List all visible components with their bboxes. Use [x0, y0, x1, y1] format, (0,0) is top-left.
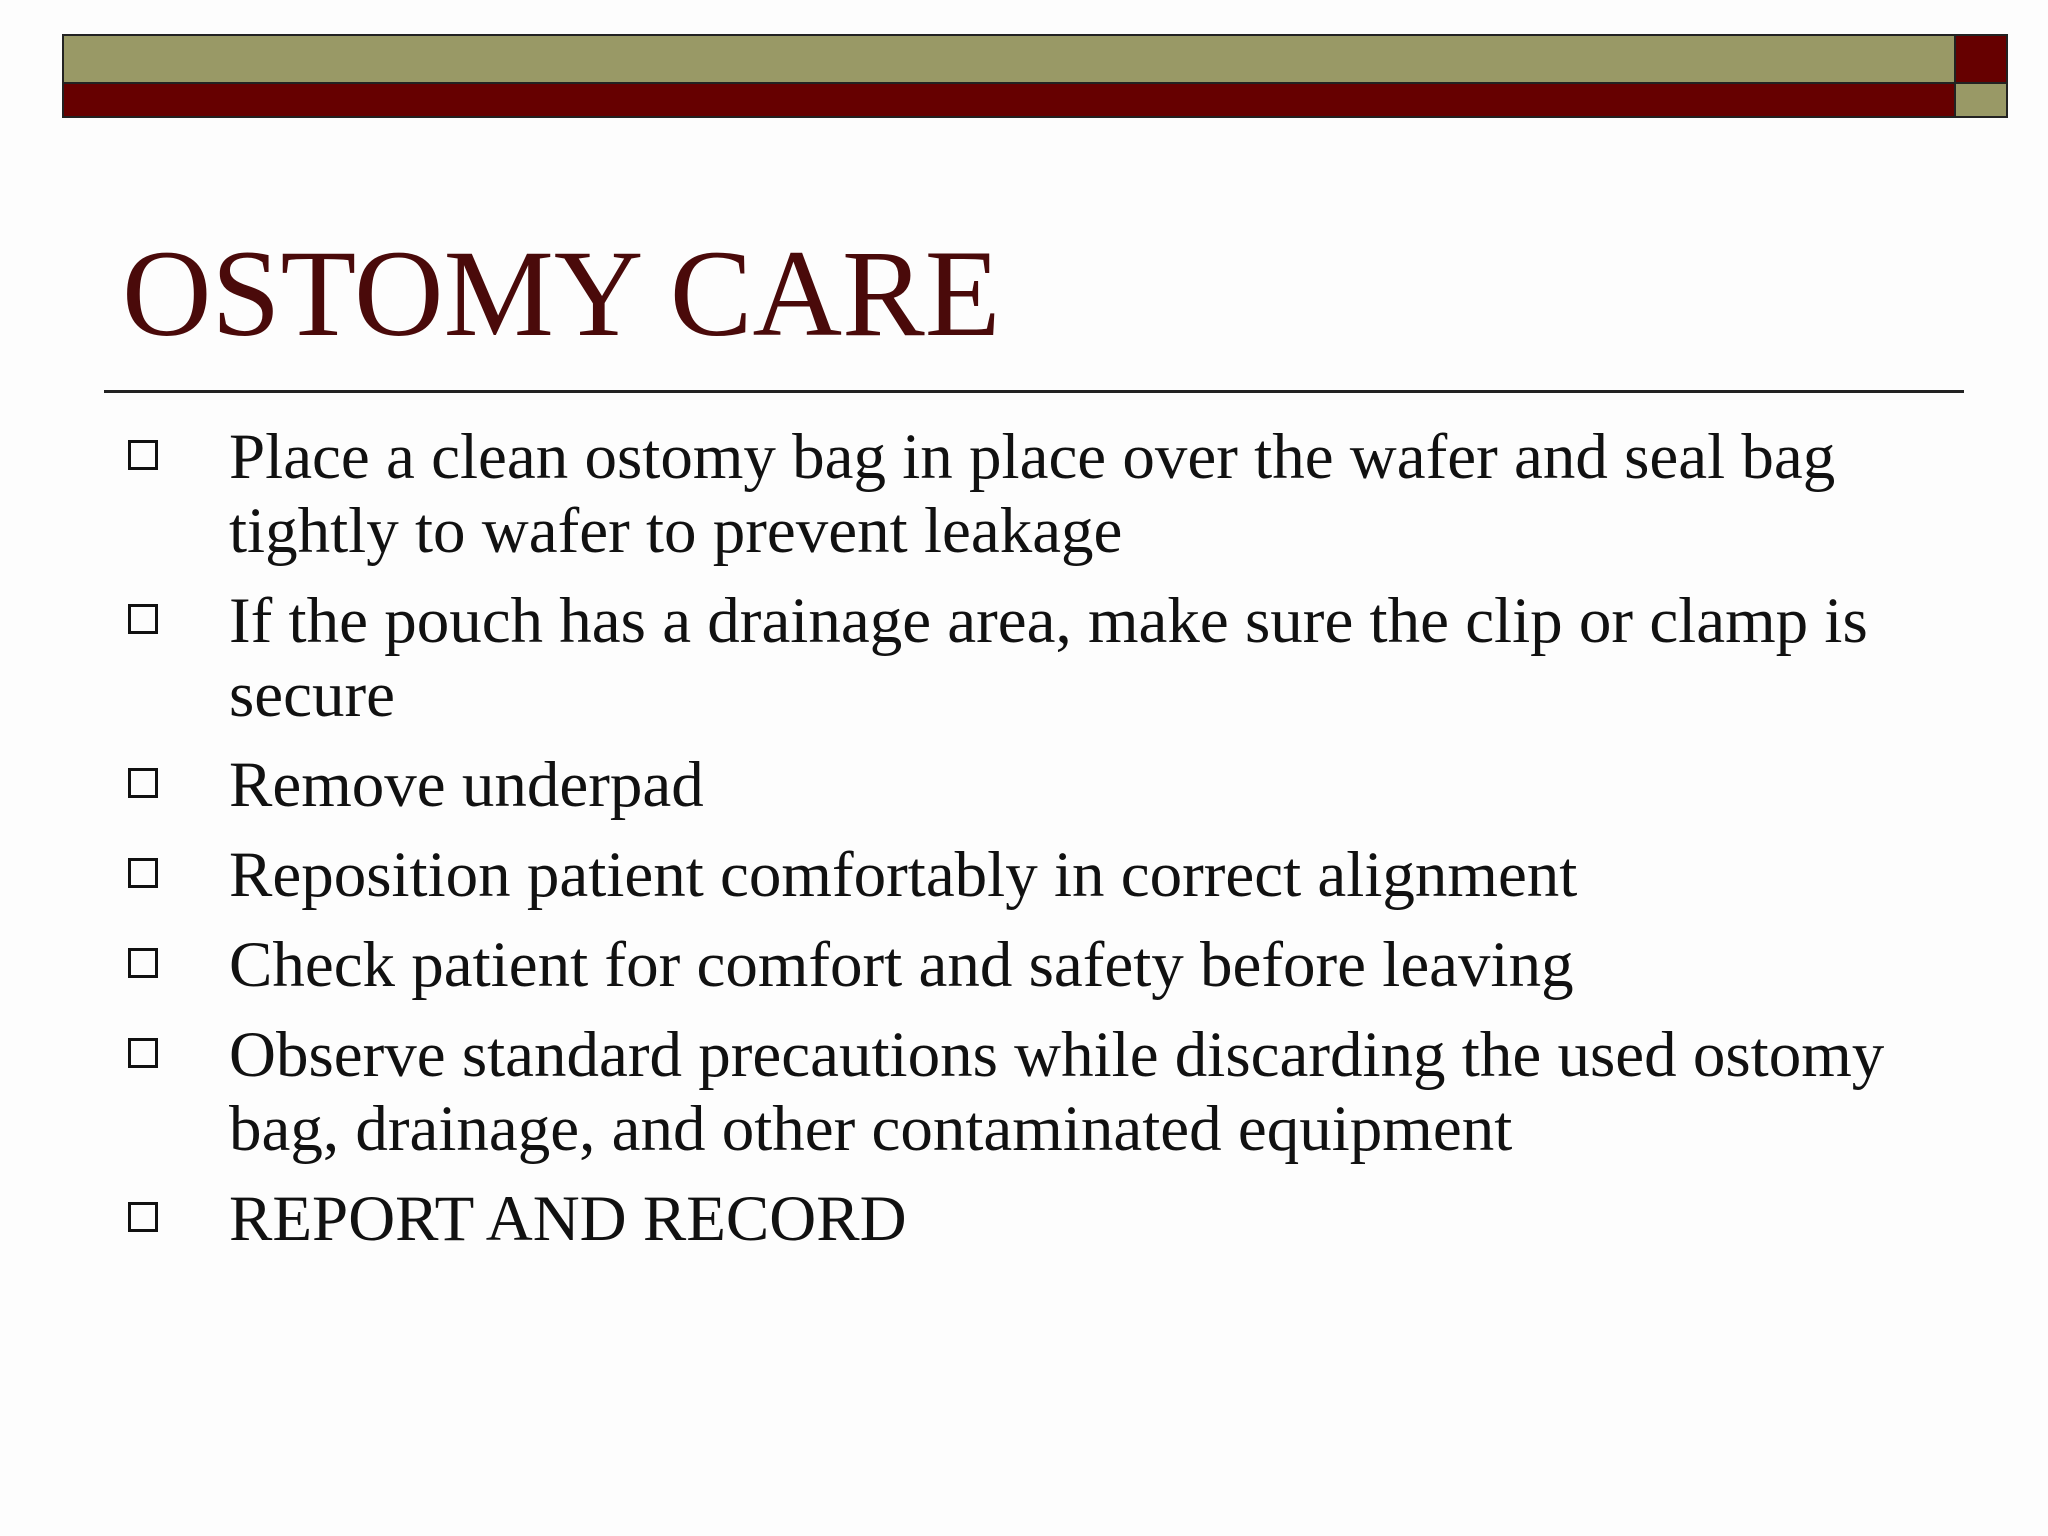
header-corner-olive — [1956, 84, 2008, 118]
bullet-item — [0, 748, 2048, 822]
title-divider — [104, 390, 1964, 393]
bullet-text: REPORT AND RECORD — [229, 1183, 907, 1255]
header-banner-olive — [62, 34, 1956, 84]
bullet-item — [0, 420, 2048, 568]
bullet-list — [0, 420, 2048, 1272]
slide-title: OSTOMY CARE — [122, 225, 1001, 362]
bullet-item — [0, 1182, 2048, 1256]
bullet-text: Place a clean ostomy bag in place over the wafer and seal bag tightly to wafer to prevent leakage — [229, 421, 1836, 567]
square-bullet-icon — [128, 858, 158, 888]
bullet-text: Remove underpad — [229, 749, 704, 821]
square-bullet-icon — [128, 440, 158, 470]
bullet-item — [0, 1018, 2048, 1166]
bullet-item — [0, 838, 2048, 912]
square-bullet-icon — [128, 1038, 158, 1068]
bullet-text: If the pouch has a drainage area, make sure the clip or clamp is secure — [229, 585, 1868, 731]
header-corner-maroon — [1956, 34, 2008, 84]
bullet-item — [0, 584, 2048, 732]
square-bullet-icon — [128, 1202, 158, 1232]
square-bullet-icon — [128, 604, 158, 634]
header-banner-maroon — [62, 84, 1956, 118]
square-bullet-icon — [128, 768, 158, 798]
bullet-text: Check patient for comfort and safety before leaving — [229, 929, 1574, 1001]
bullet-text: Observe standard precautions while discarding the used ostomy bag, drainage, and other contaminated equipment — [229, 1019, 1885, 1165]
square-bullet-icon — [128, 948, 158, 978]
bullet-text: Reposition patient comfortably in correct alignment — [229, 839, 1578, 911]
bullet-item — [0, 928, 2048, 1002]
